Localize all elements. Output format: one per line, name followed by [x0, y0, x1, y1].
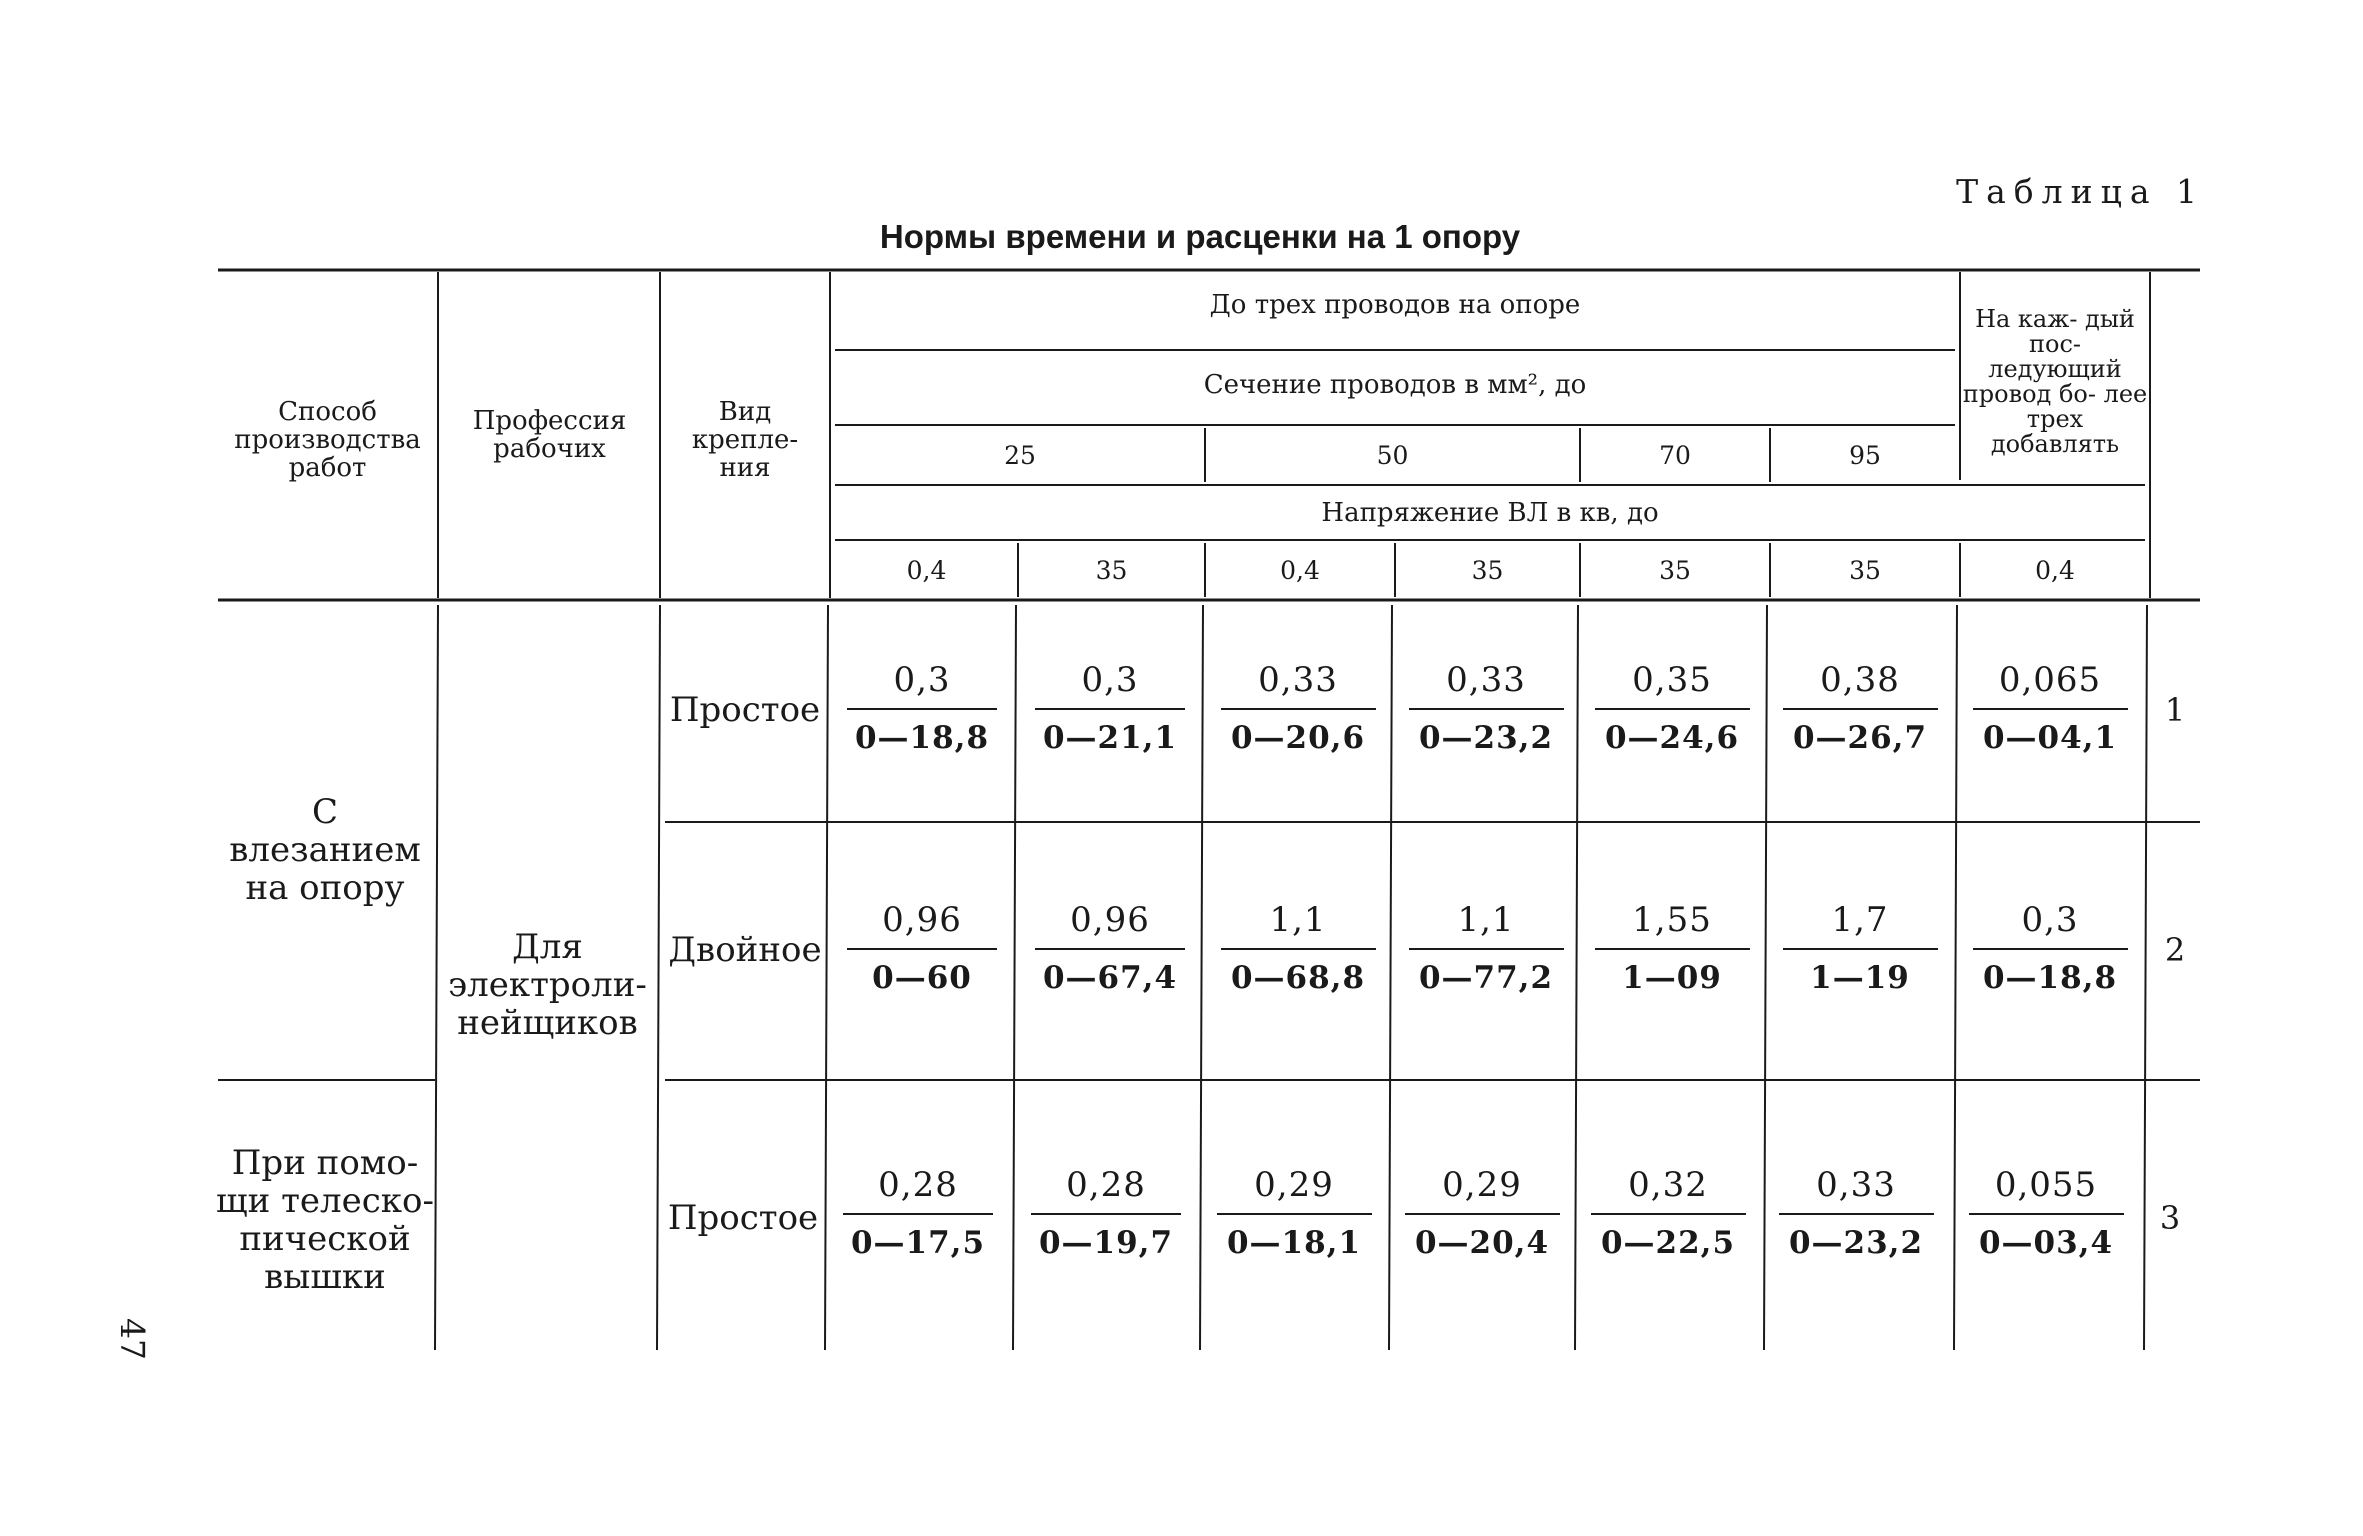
header-each-next: На каж- дый пос- ледующий провод бо- лее трех добавлять — [1962, 305, 2148, 458]
voltage-value: 0,4 — [2035, 555, 2075, 585]
norm-cell — [1783, 900, 1938, 996]
norm-cell — [1221, 660, 1376, 756]
norm-cell — [1035, 900, 1185, 996]
rate-value: 0—23,2 — [1418, 720, 1554, 756]
row-number-3: 3 — [2159, 1199, 2181, 1237]
rate-value: 0—77,2 — [1418, 960, 1554, 996]
norm-cell — [1595, 900, 1750, 996]
rate-value: 0—18,1 — [1226, 1225, 1362, 1261]
time-norm: 0,33 — [1258, 660, 1338, 700]
voltage-value: 35 — [1471, 555, 1504, 585]
norm-cell — [1973, 900, 2128, 996]
section-50: 50 — [1376, 440, 1409, 470]
norm-cell — [1595, 660, 1750, 756]
time-norm: 0,055 — [1994, 1165, 2098, 1205]
voltage-value: 35 — [1659, 555, 1691, 585]
time-norm: 0,29 — [1442, 1165, 1522, 1205]
norm-cell — [1221, 900, 1376, 996]
time-norm: 0,28 — [878, 1165, 958, 1205]
rate-value: 0—03,4 — [1978, 1225, 2114, 1261]
norm-cell — [1409, 900, 1564, 996]
fastening-row-2: Двойное — [668, 930, 822, 970]
norm-cell — [1035, 660, 1185, 756]
rate-value: 0—23,2 — [1788, 1225, 1924, 1261]
rate-value: 0—20,6 — [1230, 720, 1366, 756]
norm-cell — [1405, 1165, 1560, 1261]
time-norm: 0,38 — [1820, 660, 1900, 700]
rate-value: 0—18,8 — [854, 720, 990, 756]
header-up-to-three: До трех проводов на опоре — [1209, 290, 1581, 320]
time-norm: 1,55 — [1632, 900, 1712, 940]
header-profession: Профессия рабочих — [472, 406, 627, 464]
time-norm: 0,29 — [1254, 1165, 1334, 1205]
voltage-value: 35 — [1849, 555, 1881, 585]
time-norm: 0,35 — [1632, 660, 1712, 700]
norm-cell — [1409, 660, 1564, 756]
time-norm: 0,28 — [1066, 1165, 1146, 1205]
time-norm: 0,33 — [1816, 1165, 1896, 1205]
time-norm: 0,32 — [1628, 1165, 1708, 1205]
rate-value: 1—19 — [1810, 960, 1910, 996]
rate-value: 0—20,4 — [1414, 1225, 1550, 1261]
header-method: Способ производства работ — [234, 397, 421, 483]
fastening-row-1: Простое — [669, 690, 821, 730]
page-number: 47 — [113, 1318, 152, 1360]
time-norm: 1,7 — [1831, 900, 1889, 940]
time-norm: 0,96 — [1070, 900, 1150, 940]
time-norm: 1,1 — [1269, 900, 1327, 940]
section-25: 25 — [1004, 440, 1036, 470]
rate-value: 0—24,6 — [1604, 720, 1740, 756]
voltage-value: 0,4 — [1280, 555, 1320, 585]
rate-value: 0—67,4 — [1042, 960, 1178, 996]
section-70: 70 — [1659, 440, 1691, 470]
rate-value: 0—04,1 — [1982, 720, 2118, 756]
table-label: Таблица 1 — [1956, 172, 2205, 211]
time-norm: 0,3 — [893, 660, 951, 700]
norm-cell — [1591, 1165, 1746, 1261]
norm-cell — [847, 660, 997, 756]
rate-value: 0—21,1 — [1042, 720, 1178, 756]
time-norm: 0,3 — [2021, 900, 2079, 940]
norm-cell — [1031, 1165, 1181, 1261]
rate-value: 1—09 — [1622, 960, 1722, 996]
row-number-2: 2 — [2164, 931, 2186, 969]
fastening-row-3: Простое — [667, 1198, 819, 1238]
time-norm: 1,1 — [1457, 900, 1515, 940]
norm-cell — [1973, 660, 2128, 756]
norm-cell — [843, 1165, 993, 1261]
header-fastening: Вид крепле- ния — [691, 397, 799, 483]
voltage-value: 35 — [1095, 555, 1128, 585]
table-title: Нормы времени и расценки на 1 опору — [879, 218, 1521, 255]
rate-value: 0—17,5 — [850, 1225, 986, 1261]
norm-cell — [1779, 1165, 1934, 1261]
time-norm: 0,33 — [1446, 660, 1526, 700]
header-section: Сечение проводов в мм², до — [1203, 370, 1587, 400]
section-95: 95 — [1849, 440, 1881, 470]
rate-value: 0—68,8 — [1230, 960, 1366, 996]
rate-value: 0—60 — [872, 960, 972, 996]
row-number-1: 1 — [2164, 691, 2186, 729]
time-norm: 0,96 — [882, 900, 962, 940]
norm-cell — [847, 900, 997, 996]
header-voltage: Напряжение ВЛ в кв, до — [1321, 498, 1659, 528]
time-norm: 0,065 — [1998, 660, 2102, 700]
norm-cell — [1783, 660, 1938, 756]
norm-cell — [1217, 1165, 1372, 1261]
rate-value: 0—19,7 — [1038, 1225, 1174, 1261]
norm-cell — [1969, 1165, 2124, 1261]
method-telescopic: При помо- щи телеско- пической вышки — [216, 1143, 434, 1297]
method-climbing: С влезанием на опору — [229, 792, 421, 908]
rate-value: 0—18,8 — [1982, 960, 2118, 996]
rate-value: 0—26,7 — [1792, 720, 1928, 756]
time-norm: 0,3 — [1081, 660, 1139, 700]
profession-electricians: Для электроли- нейщиков — [448, 927, 647, 1043]
rate-value: 0—22,5 — [1600, 1225, 1736, 1261]
voltage-value: 0,4 — [906, 555, 947, 585]
